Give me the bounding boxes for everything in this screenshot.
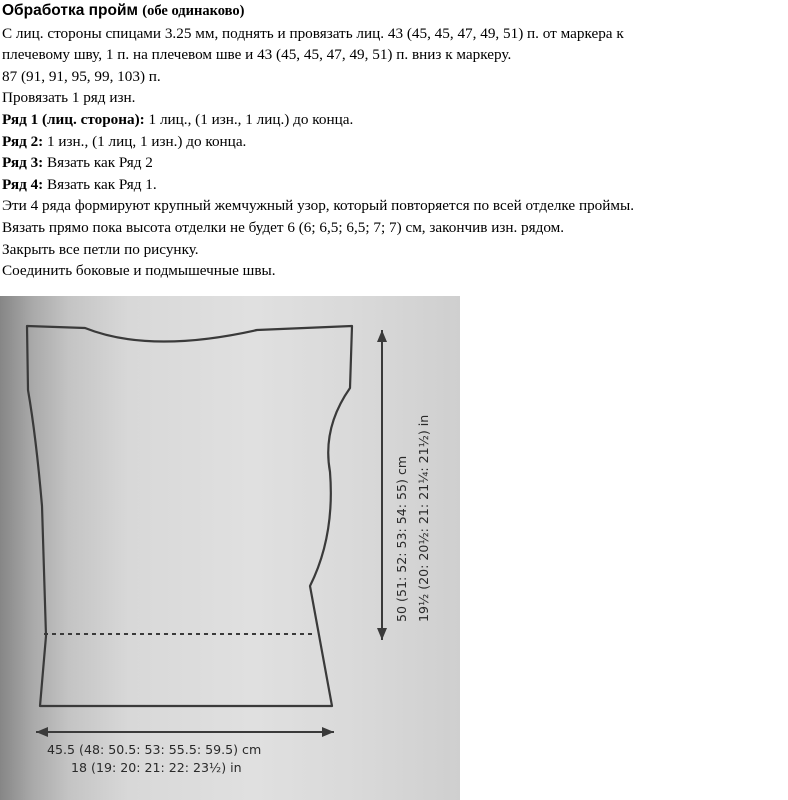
closing-line: Вязать прямо пока высота отделки не будет 6 (6; 6,5; 6,5; 7; 7) см, закончив изн. рядом. xyxy=(2,218,565,236)
schematic-drawing xyxy=(0,296,460,800)
instruction-line: С лиц. стороны спицами 3.25 мм, поднять и провязать лиц. 43 (45, 45, 47, 49, 51) п. от маркера к xyxy=(2,24,624,42)
stitch-count-line: 87 (91, 91, 95, 99, 103) п. xyxy=(2,67,161,85)
row-label: Ряд 2: xyxy=(2,132,44,150)
instruction-line: Провязать 1 ряд изн. xyxy=(2,89,136,107)
row-label: Ряд 4: xyxy=(2,175,44,193)
width-cm-label: 45.5 (48: 50.5: 53: 55.5: 59.5) cm xyxy=(47,742,262,757)
row-text: 1 лиц., (1 изн., 1 лиц.) до конца. xyxy=(144,110,354,128)
arrowhead-left xyxy=(36,727,48,737)
row-label: Ряд 1 (лиц. сторона): xyxy=(2,110,145,128)
instruction-line: плечевому шву, 1 п. на плечевом шве и 43 (45, 45, 47, 49, 51) п. вниз к маркеру. xyxy=(2,46,512,64)
heading-main: Обработка пройм xyxy=(2,2,138,19)
arrowhead-bottom xyxy=(377,628,387,640)
length-in-label: 19½ (20: 20½: 21: 21¼: 21½) in xyxy=(416,414,431,622)
row-1 xyxy=(2,109,786,131)
pattern-text xyxy=(2,0,786,282)
section-heading xyxy=(2,0,786,23)
closing-line: Закрыть все петли по рисунку. xyxy=(2,240,199,258)
garment-outline xyxy=(27,326,352,706)
row-text: 1 изн., (1 лиц, 1 изн.) до конца. xyxy=(43,132,247,150)
row-3 xyxy=(2,152,786,174)
arrowhead-right xyxy=(322,727,334,737)
heading-sub: (обе одинаково) xyxy=(142,3,245,19)
length-cm-label: 50 (51: 52: 53: 54: 55) cm xyxy=(394,455,409,622)
row-text: Вязать как Ряд 2 xyxy=(43,154,153,172)
row-text: Вязать как Ряд 1. xyxy=(43,175,157,193)
row-4 xyxy=(2,174,786,196)
row-2 xyxy=(2,131,786,153)
garment-schematic xyxy=(0,296,460,800)
closing-line: Эти 4 ряда формируют крупный жемчужный узор, который повторяется по всей отделке проймы. xyxy=(2,197,635,215)
row-label: Ряд 3: xyxy=(2,154,44,172)
width-in-label: 18 (19: 20: 21: 22: 23½) in xyxy=(71,760,242,775)
length-labels xyxy=(394,352,444,622)
arrowhead-top xyxy=(377,330,387,342)
closing-line: Соединить боковые и подмышечные швы. xyxy=(2,262,276,280)
